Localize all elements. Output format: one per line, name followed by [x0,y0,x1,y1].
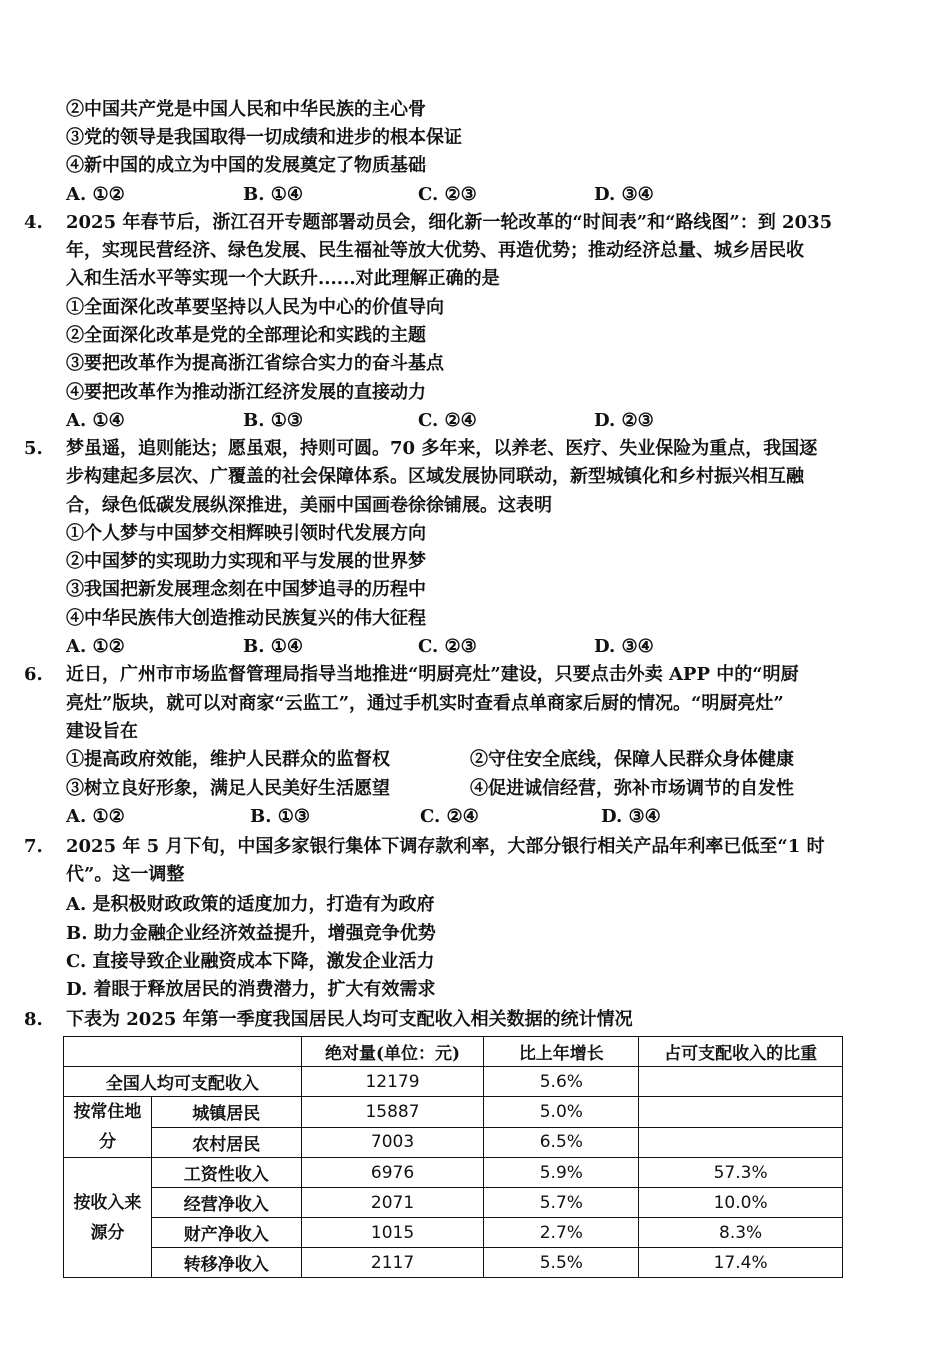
q5-stem-line-2: 步构建起多层次、广覆盖的社会保障体系。区域发展协同联动，新型城镇化和乡村振兴相互融 [66,466,804,487]
q6-option-a: A. ①② [66,806,125,827]
q3-option-b: B. ①④ [243,184,304,205]
q3-item-4: ④新中国的成立为中国的发展奠定了物质基础 [66,155,426,176]
q3-item-2: ②中国共产党是中国人民和中华民族的主心骨 [66,99,426,120]
row-label: 城镇居民 [151,1097,301,1128]
q5-stem-line-1: 梦虽遥，追则能达；愿虽艰，持则可圆。70 多年来，以养老、医疗、失业保险为重点，我国逐 [66,438,818,459]
growth-cell: 5.0% [484,1097,639,1128]
q6-stem-line-2: 亮灶”版块，就可以对商家“云监工”，通过手机实时查看点单商家后厨的情况。“明厨亮灶” [66,693,784,714]
table-row [64,1127,843,1158]
q3-option-c: C. ②③ [418,184,477,205]
group-label-residence: 按常住地分 [64,1097,152,1158]
row-label: 工资性收入 [151,1158,301,1188]
q6-option-b: B. ①③ [250,806,311,827]
table-row [64,1097,843,1128]
amount-cell: 7003 [301,1127,484,1158]
growth-cell: 5.5% [484,1248,639,1278]
amount-cell: 12179 [301,1067,484,1097]
row-label: 全国人均可支配收入 [64,1067,302,1097]
group-label-source: 按收入来源分 [64,1158,152,1278]
q4-item-2: ②全面深化改革是党的全部理论和实践的主题 [66,325,426,346]
q4-option-d: D. ②③ [594,410,654,431]
q4-option-c: C. ②④ [418,410,477,431]
q4-stem-line-1: 2025 年春节后，浙江召开专题部署动员会，细化新一轮改革的“时间表”和“路线图”：到 2035 [66,212,833,233]
growth-cell: 6.5% [484,1127,639,1158]
table-header-row [64,1037,843,1067]
q8-stem: 下表为 2025 年第一季度我国居民人均可支配收入相关数据的统计情况 [66,1009,633,1030]
q6-item-4: ④促进诚信经营，弥补市场调节的自发性 [470,778,794,799]
share-cell: 57.3% [639,1158,843,1188]
table-row [64,1248,843,1278]
table-row [64,1067,843,1097]
share-cell: 8.3% [639,1218,843,1248]
amount-cell: 2117 [301,1248,484,1278]
table-header-growth: 比上年增长 [484,1037,639,1067]
q7-stem-line-2: 代”。这一调整 [66,864,185,885]
q4-stem-line-2: 年，实现民营经济、绿色发展、民生福祉等放大优势、再造优势；推动经济总量、城乡居民收 [66,240,804,261]
q5-option-c: C. ②③ [418,636,477,657]
q6-number: 6. [24,664,43,685]
q3-option-d: D. ③④ [594,184,654,205]
q5-stem-line-3: 合，绿色低碳发展纵深推进，美丽中国画卷徐徐铺展。这表明 [66,495,552,516]
q6-stem-line-3: 建设旨在 [66,721,138,742]
q3-item-3: ③党的领导是我国取得一切成绩和进步的根本保证 [66,127,462,148]
amount-cell: 15887 [301,1097,484,1128]
share-cell [639,1127,843,1158]
q4-item-1: ①全面深化改革要坚持以人民为中心的价值导向 [66,297,444,318]
q8-number: 8. [24,1009,43,1030]
q4-number: 4. [24,212,43,233]
q4-item-4: ④要把改革作为推动浙江经济发展的直接动力 [66,382,426,403]
q5-item-4: ④中华民族伟大创造推动民族复兴的伟大征程 [66,608,426,629]
amount-cell: 1015 [301,1218,484,1248]
amount-cell: 6976 [301,1158,484,1188]
q7-option-b: B. 助力金融企业经济效益提升，增强竞争优势 [66,923,436,944]
q6-item-3: ③树立良好形象，满足人民美好生活愿望 [66,778,390,799]
q4-option-a: A. ①④ [66,410,125,431]
table-row [64,1158,843,1188]
table-row [64,1188,843,1218]
row-label: 经营净收入 [151,1188,301,1218]
q6-item-1: ①提高政府效能，维护人民群众的监督权 [66,749,390,770]
q4-option-b: B. ①③ [243,410,304,431]
q5-option-a: A. ①② [66,636,125,657]
table-header-share: 占可支配收入的比重 [639,1037,843,1067]
income-statistics-table [63,1036,843,1278]
growth-cell: 5.6% [484,1067,639,1097]
q7-option-c: C. 直接导致企业融资成本下降，激发企业活力 [66,951,435,972]
q5-item-2: ②中国梦的实现助力实现和平与发展的世界梦 [66,551,426,572]
q4-item-3: ③要把改革作为提高浙江省综合实力的奋斗基点 [66,353,444,374]
q6-option-d: D. ③④ [601,806,661,827]
row-label: 财产净收入 [151,1218,301,1248]
q5-item-3: ③我国把新发展理念刻在中国梦追寻的历程中 [66,579,426,600]
q5-option-d: D. ③④ [594,636,654,657]
growth-cell: 2.7% [484,1218,639,1248]
share-cell: 17.4% [639,1248,843,1278]
amount-cell: 2071 [301,1188,484,1218]
q5-item-1: ①个人梦与中国梦交相辉映引领时代发展方向 [66,523,426,544]
q4-stem-line-3: 入和生活水平等实现一个大跃升......对此理解正确的是 [66,268,500,289]
q5-number: 5. [24,438,43,459]
table-header-amount: 绝对量(单位：元) [301,1037,484,1067]
q7-option-a: A. 是积极财政政策的适度加力，打造有为政府 [66,894,435,915]
q7-stem-line-1: 2025 年 5 月下旬，中国多家银行集体下调存款利率，大部分银行相关产品年利率已低至“1 时 [66,836,825,857]
row-label: 转移净收入 [151,1248,301,1278]
q3-option-a: A. ①② [66,184,125,205]
share-cell: 10.0% [639,1188,843,1218]
q7-number: 7. [24,836,43,857]
q6-option-c: C. ②④ [420,806,479,827]
table-header-blank [64,1037,302,1067]
growth-cell: 5.7% [484,1188,639,1218]
share-cell [639,1067,843,1097]
growth-cell: 5.9% [484,1158,639,1188]
share-cell [639,1097,843,1128]
row-label: 农村居民 [151,1127,301,1158]
table-row [64,1218,843,1248]
q6-stem-line-1: 近日，广州市市场监督管理局指导当地推进“明厨亮灶”建设，只要点击外卖 APP 中的“明厨 [66,664,799,685]
q7-option-d: D. 着眼于释放居民的消费潜力，扩大有效需求 [66,979,436,1000]
q6-item-2: ②守住安全底线，保障人民群众身体健康 [470,749,794,770]
q5-option-b: B. ①④ [243,636,304,657]
